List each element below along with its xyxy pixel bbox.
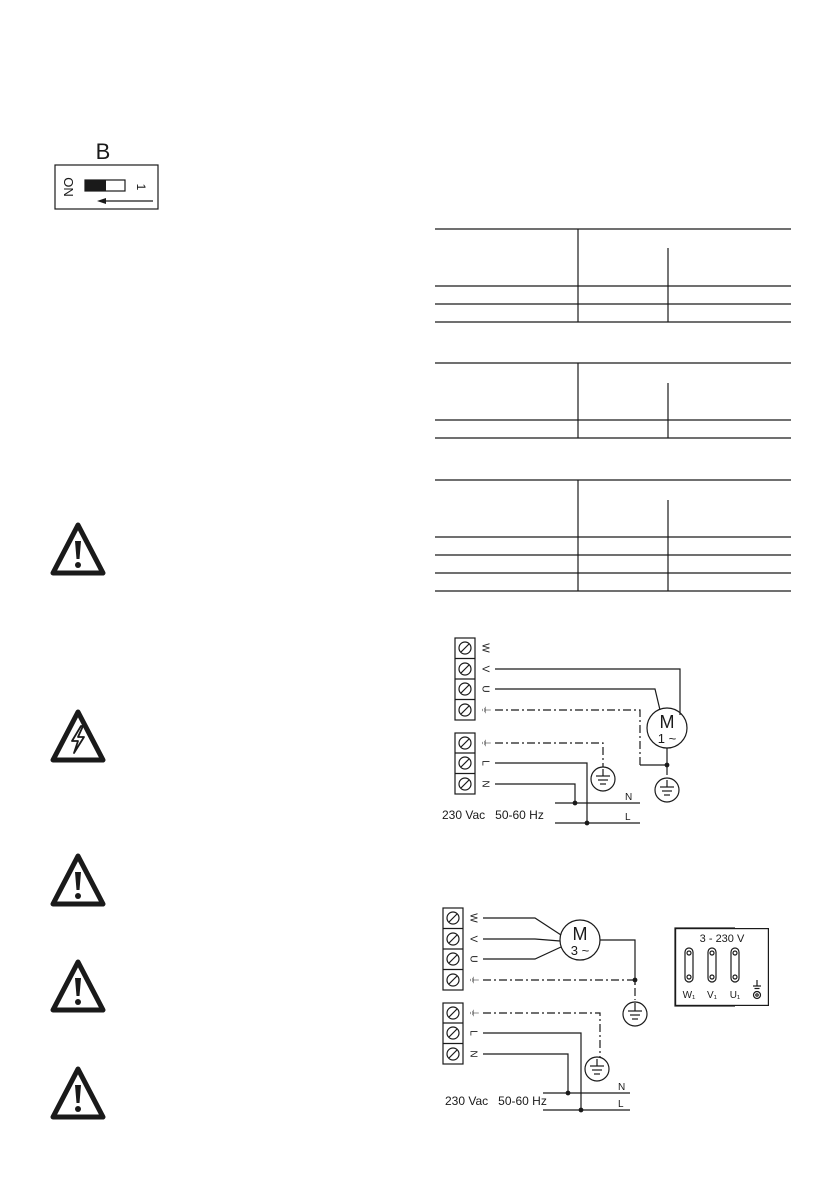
warning-triangle-icon — [50, 1065, 106, 1121]
table-1 — [435, 225, 795, 330]
supply-terminal-n: N — [467, 1050, 479, 1058]
switch-position-label: 1 — [134, 183, 148, 191]
supply-voltage-label: 230 Vac 50-60 Hz — [445, 1094, 547, 1108]
supply-terminal-earth: ⏚ — [479, 738, 491, 748]
terminal-label-w: W — [479, 643, 491, 653]
switch-slider — [85, 180, 106, 191]
motor-phase: 1 ~ — [657, 731, 677, 746]
box-terminal-v1: V₁ — [706, 990, 718, 1001]
terminal-label-v: V — [479, 665, 491, 673]
line-label-n: N — [625, 792, 633, 803]
line-label-n: N — [618, 1082, 626, 1093]
connection-box-title: 3 - 230 V — [699, 933, 745, 945]
line-label-l: L — [625, 812, 631, 823]
terminal-label-w: W — [467, 913, 479, 923]
motor-letter: M — [659, 712, 675, 732]
switch-arrow-head — [97, 198, 106, 204]
supply-terminal-earth: ⏚ — [467, 1008, 479, 1018]
motor-phase: 3 ~ — [570, 943, 590, 958]
warning-triangle-icon — [50, 958, 106, 1014]
box-terminal-w1: W₁ — [682, 990, 696, 1001]
terminal-label-u: U — [467, 955, 479, 963]
wiring-diagram-single-phase — [435, 635, 735, 835]
terminal-label-v: V — [467, 935, 479, 943]
switch-on-label: ON — [61, 177, 76, 197]
switch-diagram — [50, 135, 165, 215]
supply-terminal-l: L — [467, 1030, 479, 1036]
terminal-label-earth: ⏚ — [467, 975, 479, 985]
warning-triangle-icon — [50, 521, 106, 577]
switch-letter: B — [95, 139, 111, 164]
supply-terminal-l: L — [479, 760, 491, 766]
line-label-l: L — [618, 1099, 624, 1110]
motor-letter: M — [572, 924, 588, 944]
table-3 — [435, 476, 795, 601]
supply-voltage-label: 230 Vac 50-60 Hz — [442, 808, 544, 822]
warning-triangle-icon — [50, 852, 106, 908]
table-2 — [435, 360, 795, 445]
supply-terminal-n: N — [479, 780, 491, 788]
electrical-hazard-icon — [50, 708, 106, 764]
connection-box — [675, 928, 769, 1006]
box-terminal-u1: U₁ — [729, 990, 741, 1001]
terminal-label-earth: ⏚ — [479, 705, 491, 715]
terminal-label-u: U — [479, 685, 491, 693]
